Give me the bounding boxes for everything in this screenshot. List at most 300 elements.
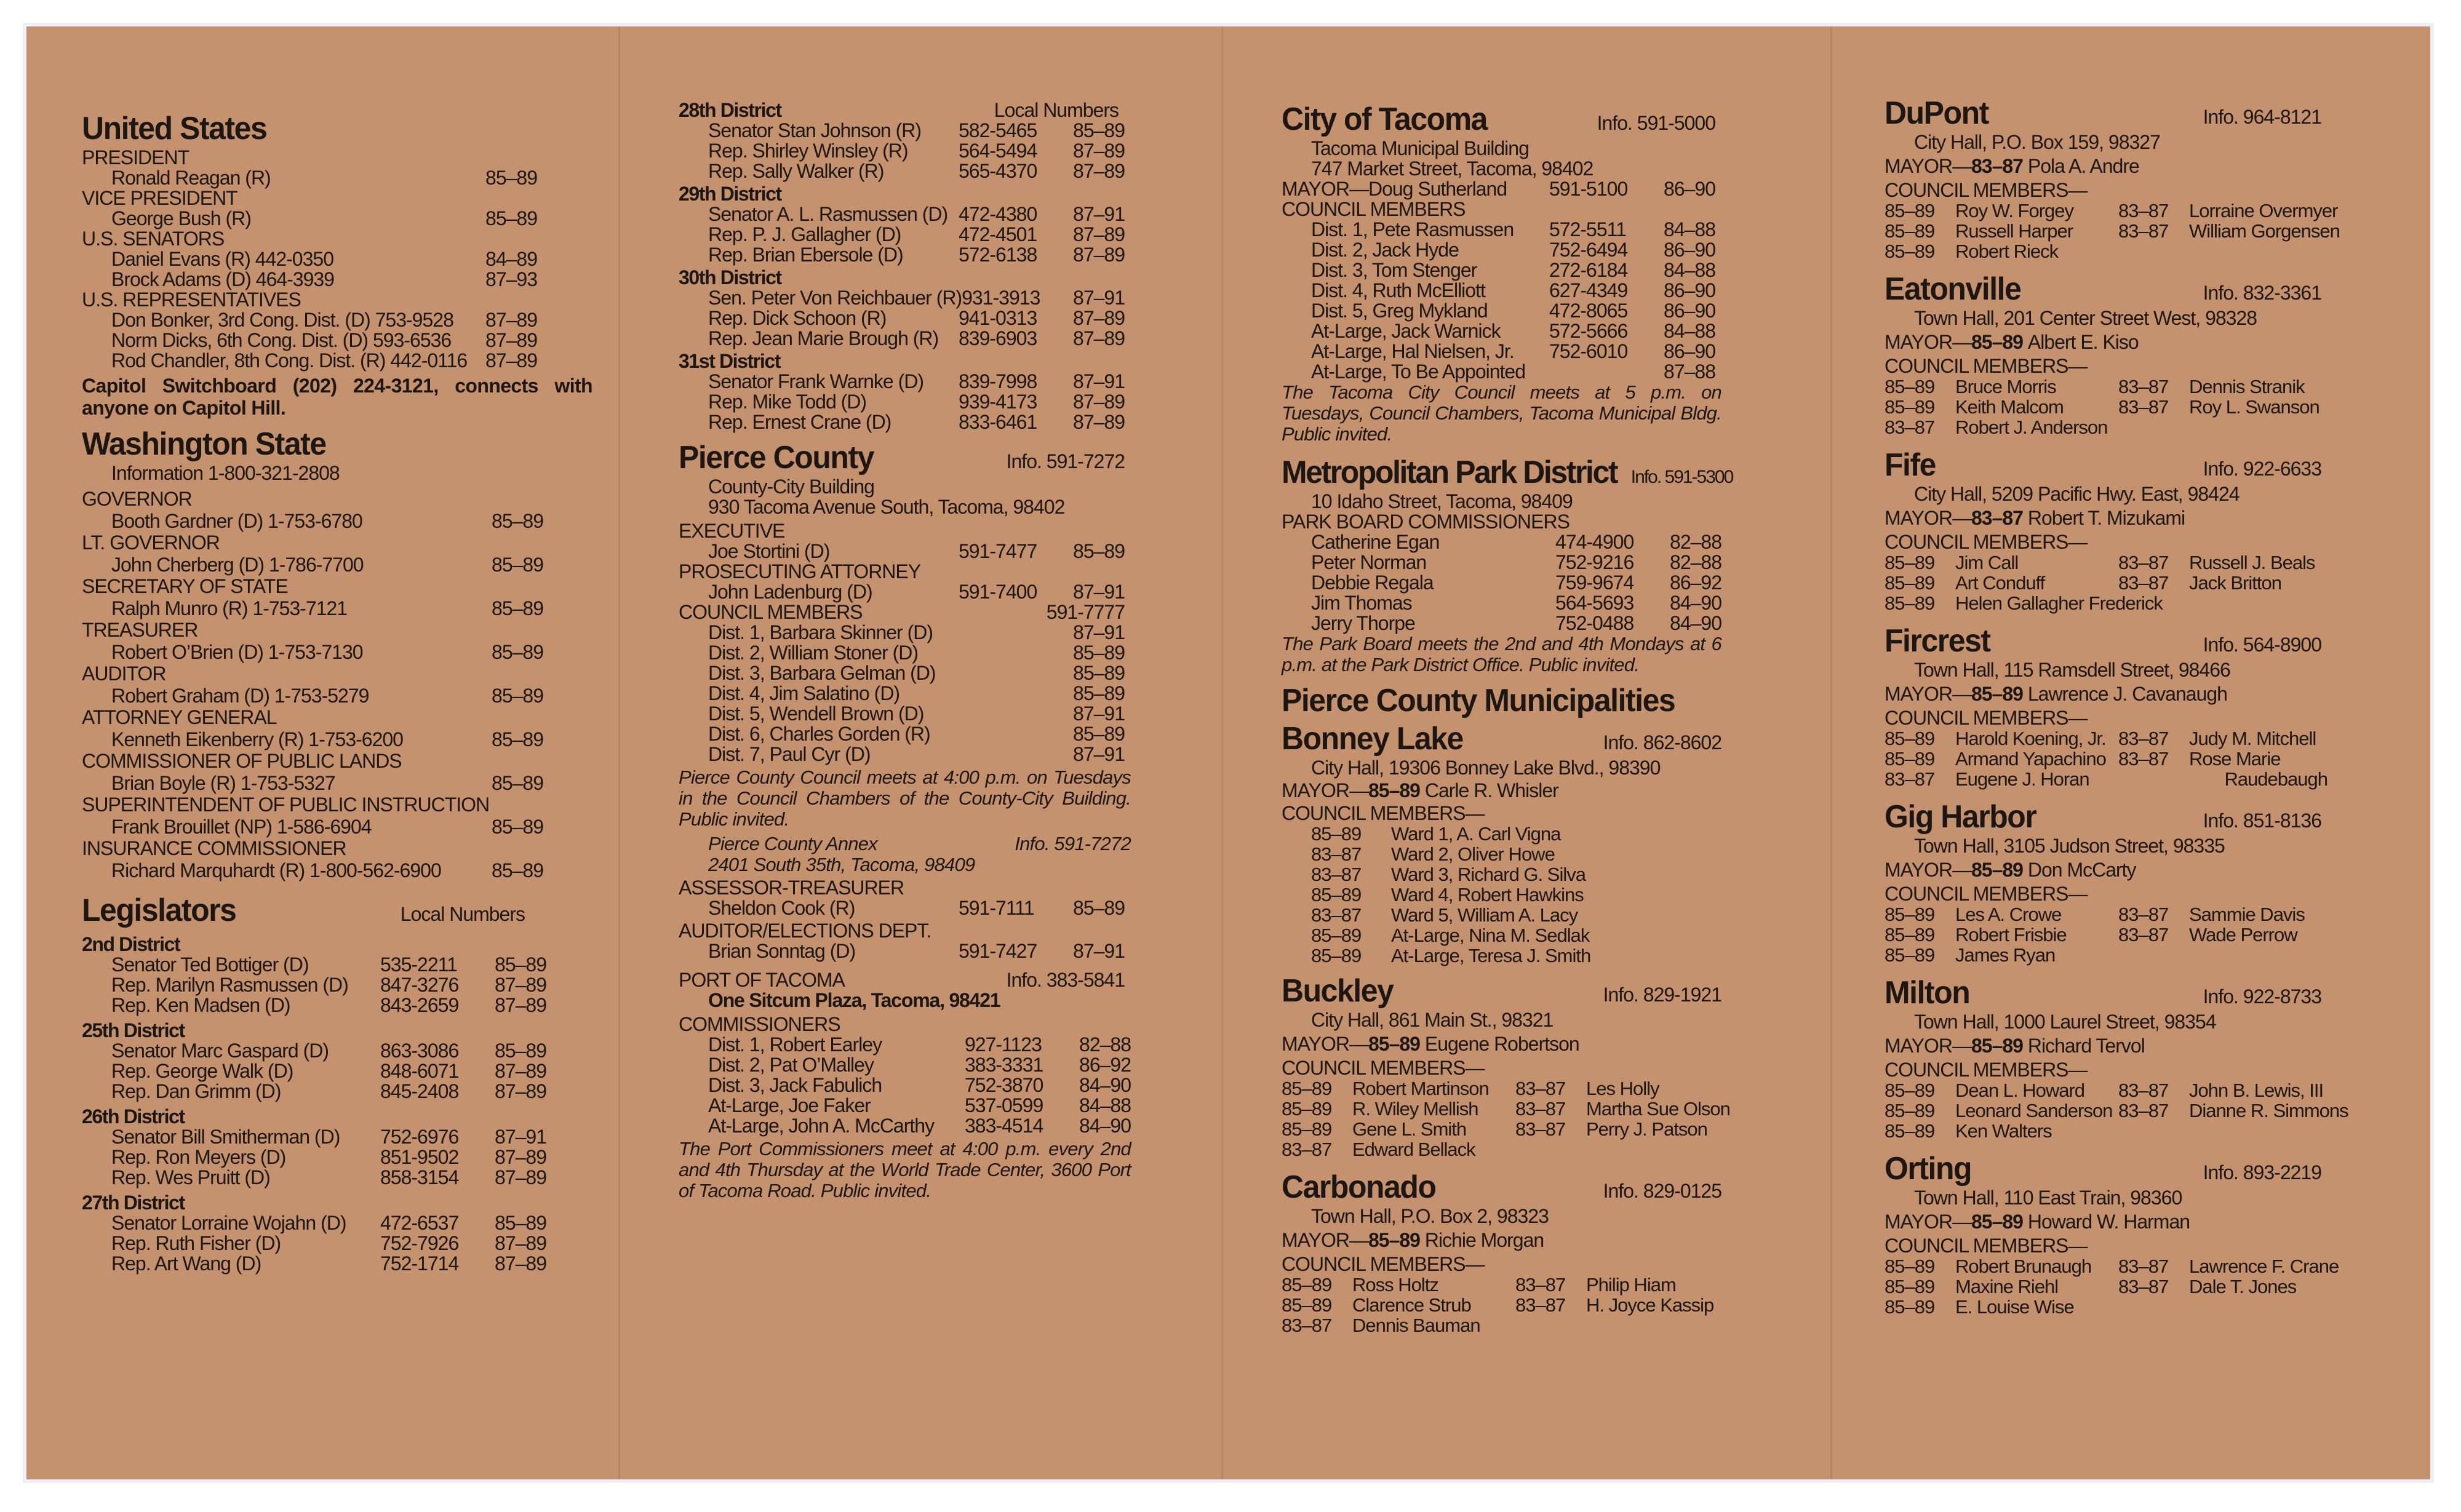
term-years: 85–89 xyxy=(492,597,543,619)
person-name: Jim Thomas xyxy=(1311,592,1412,614)
member-name: Keith Malcom xyxy=(1955,396,2064,418)
member-name: E. Louise Wise xyxy=(1955,1296,2074,1318)
person-name: Dist. 3, Barbara Gelman (D) xyxy=(708,662,936,684)
term-years: 87–89 xyxy=(1073,391,1125,413)
council-member-row xyxy=(1885,945,2395,965)
term-years: 83–87 xyxy=(1885,416,1935,438)
term-years: 85–89 xyxy=(1885,924,1935,945)
member-name: Ward 4, Robert Hawkins xyxy=(1391,884,1584,905)
town-mayor xyxy=(1885,1212,2395,1232)
term-years: 87–93 xyxy=(485,268,537,290)
ward-row xyxy=(1282,864,1795,885)
legislator-row xyxy=(679,308,1125,328)
term-years: 87–89 xyxy=(495,1166,546,1188)
person-name: Rep. Ernest Crane (D) xyxy=(708,411,891,433)
term-years: 83–87 xyxy=(1311,904,1362,926)
term-years: 83–87 xyxy=(2118,552,2169,573)
term-years: 87–91 xyxy=(1073,702,1125,725)
council-member-row xyxy=(1282,1315,1795,1335)
term-years xyxy=(2118,241,2189,261)
town-header xyxy=(1885,798,2395,836)
member-name: Ward 5, William A. Lacy xyxy=(1391,904,1578,926)
term-years xyxy=(2118,1121,2189,1141)
member-name: Martha Sue Olson xyxy=(1586,1098,1730,1120)
town-header xyxy=(1282,1168,1795,1206)
person-name: Brian Boyle (R) 1-753-5327 xyxy=(111,772,335,794)
term-years: 85–89 xyxy=(495,953,546,976)
spacer xyxy=(1885,1317,2395,1326)
commissioner-row xyxy=(1282,593,1721,613)
member-name: Leonard Sanderson xyxy=(1955,1100,2113,1121)
address-text: Town Hall, P.O. Box 2, 98323 xyxy=(1311,1205,1549,1227)
section-title-legislators: Legislators xyxy=(82,893,236,928)
phone-number: 939-4173 xyxy=(959,391,1037,413)
member-name: Robert Rieck xyxy=(1955,241,2059,262)
term-years: 85–89 xyxy=(492,859,543,881)
town-header xyxy=(1885,94,2395,132)
person-name: Rep. Dan Grimm (D) xyxy=(111,1080,281,1102)
office-holder-row xyxy=(82,209,537,229)
town-address xyxy=(1282,1206,1795,1227)
council-label: COUNCIL MEMBERS— xyxy=(1885,707,2088,729)
phone-number: 839-6903 xyxy=(959,327,1037,349)
term-years: 84–88 xyxy=(1664,259,1715,281)
term-years: 85–89 xyxy=(492,685,543,707)
mayor-prefix: MAYOR— xyxy=(1885,1211,1971,1233)
wa-offices xyxy=(82,490,592,883)
term-years: 85–89 xyxy=(1282,1078,1332,1099)
tacoma-council xyxy=(1282,220,1795,382)
council-member-row xyxy=(1885,552,2395,573)
council-member-row xyxy=(679,623,1125,643)
term-years: 85–89 xyxy=(492,510,543,532)
ward-row xyxy=(1282,905,1795,925)
person-name: Jerry Thorpe xyxy=(1311,612,1415,634)
term-years: 87–91 xyxy=(1073,621,1125,643)
district-label: 27th District xyxy=(82,1192,185,1214)
term-years: 83–87 xyxy=(1311,843,1362,865)
council-member-row xyxy=(1282,1099,1795,1119)
term-years: 85–89 xyxy=(1073,540,1125,562)
mayor-prefix: MAYOR— xyxy=(1885,331,1971,353)
member-name xyxy=(2189,1121,2395,1141)
member-name: H. Joyce Kassip xyxy=(1586,1294,1714,1316)
office-holder-row xyxy=(679,898,1125,918)
legislator-row xyxy=(679,328,1125,349)
person-name: Dist. 3, Jack Fabulich xyxy=(708,1074,882,1096)
town-address xyxy=(1885,1012,2395,1032)
panel-city-park-municipalities xyxy=(1282,100,1795,1344)
term-years: 86–90 xyxy=(1664,279,1715,301)
term-years: 87–89 xyxy=(1073,307,1125,329)
term-years: 83–87 xyxy=(1515,1118,1566,1140)
section-title-municipalities: Pierce County Municipalities xyxy=(1282,683,1675,718)
town-name: Fircrest xyxy=(1885,623,1990,659)
mayor-phone: 591-5100 xyxy=(1549,178,1628,200)
member-name: Art Conduff xyxy=(1955,572,2045,594)
office-label: AUDITOR/ELECTIONS DEPT. xyxy=(679,920,931,942)
bonney-lake-wards xyxy=(1282,824,1795,966)
town-name: Gig Harbor xyxy=(1885,799,2036,835)
term-years: 83–87 xyxy=(2118,1276,2169,1297)
council-member-row xyxy=(1282,1119,1795,1139)
legislator-row xyxy=(82,1213,546,1233)
term-years: 85–89 xyxy=(492,554,543,576)
member-name: Helen Gallagher Frederick xyxy=(1955,592,2163,614)
person-name: Dist. 5, Wendell Brown (D) xyxy=(708,702,924,725)
member-name: Ward 3, Richard G. Silva xyxy=(1391,864,1585,885)
term-years xyxy=(2118,417,2189,437)
member-name: Dianne R. Simmons xyxy=(2189,1100,2348,1121)
office-holder-row xyxy=(82,814,543,839)
member-name: Perry J. Patson xyxy=(1586,1118,1707,1140)
mayor-name: Richie Morgan xyxy=(1424,1229,1544,1251)
person-name: Booth Gardner (D) 1-753-6780 xyxy=(111,510,362,532)
council-member-row xyxy=(1885,221,2395,241)
term-years: 83–87 xyxy=(2118,748,2169,770)
council-label: COUNCIL MEMBERS— xyxy=(1282,1057,1485,1079)
council-member-row xyxy=(1885,1256,2395,1276)
legislator-districts-b xyxy=(679,100,1192,432)
commissioners-label: COMMISSIONERS xyxy=(679,1013,840,1035)
phone-number: 858-3154 xyxy=(380,1166,459,1188)
member-name: Jim Call xyxy=(1955,552,2019,573)
office-holder-row xyxy=(82,552,543,577)
office-holder-row xyxy=(82,640,543,664)
term-years: 87–91 xyxy=(1073,940,1125,962)
phone-number: 383-3331 xyxy=(965,1054,1043,1076)
person-name: Dist. 4, Ruth McElliott xyxy=(1311,279,1485,301)
district-label: 28th District xyxy=(679,99,781,121)
town-address xyxy=(1885,1188,2395,1208)
member-name: Eugene J. Horan xyxy=(1955,768,2089,790)
mayor-term: 86–90 xyxy=(1664,178,1715,200)
member-name: Rose Marie xyxy=(2189,748,2281,770)
council-member-row xyxy=(679,744,1125,765)
address-text: City Hall, P.O. Box 159, 98327 xyxy=(1914,131,2160,153)
section-title-park-district: Metropolitan Park District xyxy=(1282,455,1617,490)
term-years: 87–89 xyxy=(495,994,546,1016)
section-title-washington-state: Washington State xyxy=(82,426,326,462)
mayor-prefix: MAYOR— xyxy=(1885,155,1971,177)
council-phone: 591-7777 xyxy=(1046,601,1125,623)
council-member-row xyxy=(1282,1275,1795,1295)
office-holder-row xyxy=(82,727,543,752)
term-years: 83–87 xyxy=(1515,1294,1566,1316)
mayor-prefix: MAYOR— xyxy=(1282,1033,1368,1055)
mayor-term: 85–89 xyxy=(1971,1035,2023,1057)
term-years: 85–89 xyxy=(1282,1098,1332,1120)
address-text: Town Hall, 1000 Laurel Street, 98354 xyxy=(1914,1011,2216,1033)
person-name: George Bush (R) xyxy=(111,207,251,229)
town-name: Buckley xyxy=(1282,973,1394,1009)
mayor-name: Don McCarty xyxy=(2027,859,2136,881)
panel-municipalities xyxy=(1885,94,2395,1326)
member-name: Dennis Bauman xyxy=(1352,1315,1480,1336)
mayor-label: MAYOR— xyxy=(1282,178,1368,200)
port-address xyxy=(679,990,1192,1011)
council-label: COUNCIL MEMBERS— xyxy=(1282,802,1485,824)
district-header-row xyxy=(679,100,1119,121)
person-name: Dist. 7, Paul Cyr (D) xyxy=(708,743,871,765)
legislator-row xyxy=(679,121,1125,141)
term-years: 87–89 xyxy=(485,349,537,372)
legislator-row xyxy=(679,288,1125,308)
panel-legislators-county xyxy=(679,100,1192,1201)
phone-number: 272-6184 xyxy=(1549,259,1628,281)
term-years: 83–87 xyxy=(2118,200,2169,221)
office-holder-row xyxy=(82,596,543,621)
council-member-row xyxy=(1282,341,1715,362)
phone-number: 759-9674 xyxy=(1555,571,1634,594)
member-name: R. Wiley Mellish xyxy=(1352,1098,1478,1120)
term-years: 87–89 xyxy=(495,1232,546,1254)
term-years: 85–89 xyxy=(1282,1294,1332,1316)
office-label: ASSESSOR-TREASURER xyxy=(679,877,904,899)
term-years: 85–89 xyxy=(1073,682,1125,704)
wa-info-line xyxy=(82,463,592,483)
legislator-row xyxy=(679,412,1125,432)
phone-number: 752-7926 xyxy=(380,1232,459,1254)
phone-number: 572-5511 xyxy=(1549,218,1626,241)
person-name: Brock Adams (D) 464-3939 xyxy=(111,268,334,290)
member-name: Ward 1, A. Carl Vigna xyxy=(1391,823,1561,845)
term-years: 85–89 xyxy=(485,167,537,189)
town-header xyxy=(1885,622,2395,660)
term-years xyxy=(2118,769,2189,789)
annex-address xyxy=(679,854,1192,875)
commissioner-row xyxy=(679,1055,1131,1075)
mayor-term: 85–89 xyxy=(1368,779,1420,802)
phone-number: 535-2211 xyxy=(380,953,457,976)
spacer xyxy=(1885,261,2395,270)
legislator-row xyxy=(82,975,546,995)
mayor-name: Robert T. Mizukami xyxy=(2027,507,2185,529)
term-years: 83–87 xyxy=(1282,1315,1332,1336)
phone-number: 752-0488 xyxy=(1555,612,1634,634)
term-years: 85–89 xyxy=(1885,904,1935,925)
legislator-row xyxy=(679,161,1125,181)
us-offices xyxy=(82,148,592,371)
person-name: Rep. Mike Todd (D) xyxy=(708,391,867,413)
council-member-row xyxy=(1282,1139,1795,1160)
local-numbers-label: Local Numbers xyxy=(994,99,1119,121)
person-name: Dist. 2, Jack Hyde xyxy=(1311,239,1459,261)
term-years: 87–91 xyxy=(1073,370,1125,392)
spacer xyxy=(1885,1141,2395,1150)
member-name: Jack Britton xyxy=(2189,572,2281,594)
park-commissioners-label xyxy=(1282,512,1795,532)
office-holder-row xyxy=(679,582,1125,602)
legislator-row xyxy=(679,245,1125,265)
council-member-row xyxy=(1885,1297,2395,1317)
mayor-term: 83–87 xyxy=(1971,507,2023,529)
phone-number: 752-6494 xyxy=(1549,239,1628,261)
port-info: Info. 383-5841 xyxy=(1006,969,1125,991)
term-years: 83–87 xyxy=(2118,1080,2169,1101)
ward-row xyxy=(1282,844,1795,864)
term-years: 85–89 xyxy=(1885,572,1935,594)
park-note: The Park Board meets the 2nd and 4th Mondays at 6 p.m. at the Park District Office. Public invited. xyxy=(1282,633,1721,675)
member-name: Russell J. Beals xyxy=(2189,552,2315,573)
person-name: Brian Sonntag (D) xyxy=(708,940,856,962)
town-name-bonney-lake: Bonney Lake xyxy=(1282,721,1463,757)
spacer xyxy=(1282,1160,1795,1168)
address-text: Town Hall, 115 Ramsdell Street, 98466 xyxy=(1914,659,2230,681)
term-years: 84–88 xyxy=(1664,218,1715,241)
town-header xyxy=(1282,972,1795,1010)
town-block xyxy=(1282,1168,1795,1344)
person-name: Robert O’Brien (D) 1-753-7130 xyxy=(111,641,363,663)
tacoma-address xyxy=(1282,159,1795,179)
person-name: Norm Dicks, 6th Cong. Dist. (D) 593-6536 xyxy=(111,329,452,351)
pierce-county-header xyxy=(679,439,1192,477)
address-text: 10 Idaho Street, Tacoma, 98409 xyxy=(1311,490,1573,512)
phone-number: 591-7111 xyxy=(959,897,1034,919)
member-name: Dean L. Howard xyxy=(1955,1080,2085,1101)
annex-address-text: 2401 South 35th, Tacoma, 98409 xyxy=(708,854,975,875)
park-header xyxy=(1282,453,1795,491)
office-holder-row xyxy=(82,683,543,708)
phone-number: 474-4900 xyxy=(1555,531,1634,553)
term-years: 85–89 xyxy=(1885,552,1935,573)
commissioner-row xyxy=(679,1075,1131,1096)
town-address xyxy=(1885,308,2395,328)
council-member-row xyxy=(1282,321,1715,341)
pierce-county-address xyxy=(679,497,1192,517)
mayor-name: Carle R. Whisler xyxy=(1424,779,1558,802)
term-years: 86–90 xyxy=(1664,239,1715,261)
council-label: COUNCIL MEMBERS xyxy=(679,601,863,623)
term-years: 83–87 xyxy=(2118,396,2169,418)
person-name: Dist. 1, Robert Earley xyxy=(708,1033,882,1056)
town-name: Milton xyxy=(1885,975,1970,1011)
mayor-name: Albert E. Kiso xyxy=(2027,331,2139,353)
member-name: Raudebaugh xyxy=(2224,768,2327,790)
mayor-term: 85–89 xyxy=(1368,1229,1420,1251)
mayor-name: Eugene Robertson xyxy=(1424,1033,1579,1055)
council-member-row xyxy=(1282,1078,1795,1099)
spacer xyxy=(1885,437,2395,446)
term-years: 85–89 xyxy=(1311,945,1362,966)
mayor-term: 85–89 xyxy=(1971,683,2023,705)
fold-line xyxy=(618,26,620,1479)
term-years: 87–89 xyxy=(1073,411,1125,433)
mayor-term: 85–89 xyxy=(1971,859,2023,881)
member-name xyxy=(1586,1139,1795,1160)
council-member-row xyxy=(1885,904,2395,925)
legislator-row xyxy=(82,955,546,975)
bonney-lake-council-label xyxy=(1282,803,1795,824)
council-label: COUNCIL MEMBERS— xyxy=(1885,1235,2088,1257)
fold-line xyxy=(1221,26,1223,1479)
town-block xyxy=(1885,974,2395,1150)
term-years: 87–89 xyxy=(495,1252,546,1275)
member-name: Roy L. Swanson xyxy=(2189,396,2319,418)
term-years: 86–90 xyxy=(1664,300,1715,322)
person-name: Rep. George Walk (D) xyxy=(111,1060,293,1082)
spacer xyxy=(1885,965,2395,974)
person-name: Sen. Peter Von Reichbauer (R) xyxy=(708,287,962,309)
address-text: City Hall, 19306 Bonney Lake Blvd., 98390 xyxy=(1311,757,1661,779)
person-name: Senator Frank Warnke (D) xyxy=(708,370,924,392)
office-label: AUDITOR xyxy=(82,662,166,685)
council-member-row xyxy=(679,663,1125,683)
term-years: 87–91 xyxy=(1073,581,1125,603)
member-name: Bruce Morris xyxy=(1955,376,2056,397)
park-address xyxy=(1282,491,1795,512)
annex-info: Info. 591-7272 xyxy=(1015,833,1131,854)
member-name: William Gorgensen xyxy=(2189,220,2340,242)
term-years: 87–89 xyxy=(1073,140,1125,162)
council-label: COUNCIL MEMBERS xyxy=(1282,198,1466,220)
phone-number: 582-5465 xyxy=(959,119,1037,141)
member-name: Ken Walters xyxy=(1955,1120,2052,1142)
term-years: 85–89 xyxy=(1073,662,1125,684)
office-holder-row xyxy=(82,351,537,371)
town-info: Info. 964-8121 xyxy=(2203,106,2321,128)
office-holder-row xyxy=(82,310,537,330)
office-label: PRESIDENT xyxy=(82,146,189,169)
section-title-united-states: United States xyxy=(82,111,267,146)
tacoma-mayor xyxy=(1282,179,1715,199)
office-holder-row xyxy=(82,330,537,351)
town-address xyxy=(1885,484,2395,504)
legislator-row xyxy=(679,392,1125,412)
council-member-row xyxy=(1282,281,1715,301)
phone-number: 752-9216 xyxy=(1555,551,1634,573)
term-years: 82–88 xyxy=(1670,531,1721,553)
town-header xyxy=(1885,446,2395,484)
spacer xyxy=(1282,1335,1795,1344)
person-name: Frank Brouillet (NP) 1-586-6904 xyxy=(111,816,372,838)
legislator-row xyxy=(82,1254,546,1274)
phone-number: 843-2659 xyxy=(380,994,459,1016)
member-name: Les A. Crowe xyxy=(1955,904,2062,925)
member-name: Lawrence F. Crane xyxy=(2189,1255,2339,1277)
council-member-row xyxy=(679,643,1125,663)
term-years: 85–89 xyxy=(1311,925,1362,946)
council-member-row xyxy=(679,724,1125,744)
bonney-lake-address xyxy=(1282,758,1795,778)
term-years: 85–89 xyxy=(1885,376,1935,397)
member-name: James Ryan xyxy=(1955,944,2056,966)
building-text: Tacoma Municipal Building xyxy=(1311,137,1529,159)
term-years: 85–89 xyxy=(1885,1255,1935,1277)
term-years: 83–87 xyxy=(2118,728,2169,749)
term-years: 82–88 xyxy=(1079,1033,1131,1056)
term-years: 87–89 xyxy=(485,309,537,331)
member-name xyxy=(2189,241,2395,261)
person-name: Rep. Ken Madsen (D) xyxy=(111,994,290,1016)
member-name xyxy=(2189,945,2395,965)
term-years: 83–87 xyxy=(2118,1100,2169,1121)
term-years: 87–91 xyxy=(495,1126,546,1148)
council-member-row xyxy=(1282,220,1715,240)
person-name: Dist. 5, Greg Mykland xyxy=(1311,300,1488,322)
port-header xyxy=(679,970,1125,990)
person-name: Dist. 1, Barbara Skinner (D) xyxy=(708,621,933,643)
term-years: 85–89 xyxy=(485,207,537,229)
port-title: PORT OF TACOMA xyxy=(679,969,845,991)
council-label: COUNCIL MEMBERS— xyxy=(1885,1059,2088,1081)
phone-number: 847-3276 xyxy=(380,974,459,996)
town-address xyxy=(1282,1010,1795,1030)
town-name: Fife xyxy=(1885,447,1936,483)
address-text: Town Hall, 3105 Judson Street, 98335 xyxy=(1914,835,2225,857)
address-text: 930 Tacoma Avenue South, Tacoma, 98402 xyxy=(708,496,1065,518)
member-name: Russell Harper xyxy=(1955,220,2073,242)
